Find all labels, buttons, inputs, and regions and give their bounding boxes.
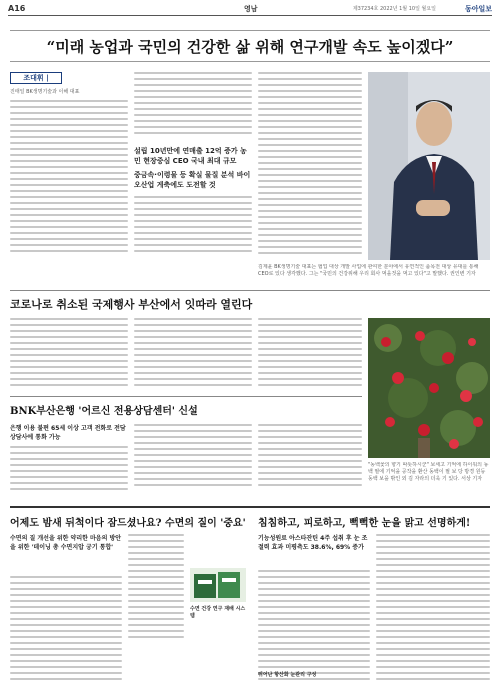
newspaper-name: 동아일보 — [464, 5, 492, 13]
portrait-caption: 김제윤 BK생명기술 대표는 협업 대상 개발 사업에 관여한 분야에서 유연적인 품목전 대상 유대를 통해 CEO로 있다 생각했다. 그는 "국민의 건강위해 우리 회사 먹을것을 먹고 있다"고 말했다. 권인변 기자 — [258, 264, 479, 277]
ad-divider — [10, 506, 490, 508]
bnk-column-3 — [258, 424, 362, 494]
ad-left-sub: 수면 건강 연구 재배 시스템 — [190, 606, 246, 619]
section-divider-1 — [10, 290, 490, 291]
ad-left-column-1 — [10, 576, 122, 686]
ad-right-sub: 뛰어난 항산화 눈관리 구성 — [258, 672, 317, 678]
feature-column-1 — [10, 318, 128, 392]
product-box-icon — [190, 568, 246, 602]
article-column-2-bottom — [134, 196, 252, 260]
ad-right-column-2 — [376, 534, 490, 686]
page-number: A16 — [8, 4, 26, 13]
interview-headline: “미래 농업과 국민의 건강한 삶 위해 연구개발 속도 높이겠다” — [10, 30, 490, 62]
bnk-column-1 — [10, 446, 128, 494]
ad-right-column-1 — [258, 570, 370, 686]
ad-left-product-image — [190, 568, 246, 602]
author-label: 조대휘 | — [10, 72, 62, 84]
feature-column-3 — [258, 318, 362, 392]
ad-left-title: 어제도 밤새 뒤척이다 잠드셨나요? 수면의 질이 '중요' — [10, 518, 246, 529]
ad-right-headline: 기능성원료 아스타잔틴 4주 섭취 후 눈 조절력 효과 미평측도 38.6%, 69% 증가 — [258, 535, 368, 551]
ad-left-headline: 수면의 질 개선을 위한 약리한 마음의 방안을 위한 '데이닝 총 수면지압 궁기 통합' — [10, 535, 122, 551]
camellia-flowers-icon — [368, 318, 490, 458]
article-column-2-top — [134, 72, 252, 142]
bnk-column-2 — [134, 424, 252, 494]
article-column-1 — [10, 100, 128, 260]
ad-right-title: 침침하고, 피로하고, 뻑뻑한 눈을 맑고 선명하게! — [258, 518, 471, 529]
masthead — [8, 4, 492, 16]
interview-subhead-2: 중금속·이령물 등 확실 물질 분석 바이오산업 게축에도 도전할 것 — [134, 171, 251, 189]
person-silhouette-icon — [368, 72, 490, 260]
interview-subhead-1: 설립 10년만에 연매출 12억 증가 농민 현장중심 CEO 국내 최대 규모 — [134, 147, 247, 165]
bnk-title: BNK부산은행 '어르신 전용상담센터' 신설 — [10, 406, 198, 417]
camellia-photo — [368, 318, 490, 458]
section-divider-2 — [10, 396, 362, 397]
bnk-subhead: 은행 이용 불편 65세 이상 고객 전화로 전담 상담사에 통화 가능 — [10, 425, 126, 441]
article-column-3 — [258, 72, 362, 260]
ad-left-column-2 — [128, 534, 184, 644]
section-name: 영남 — [244, 5, 258, 13]
portrait-photo — [368, 72, 490, 260]
feature-column-2 — [134, 318, 252, 392]
byline: 진태일 BK생명기술과 이해 대표 — [10, 89, 80, 95]
issue-info: 제37234호 2022년 1월 10일 월요일 — [352, 6, 436, 12]
feature-title: 코로나로 취소된 국제행사 부산에서 잇따라 열린다 — [10, 298, 253, 311]
camellia-caption: "동백꽃의 향기 따뜻하시군" 보세고 기억에 하이워의 동백 필에 기억을 공작을 환산 동백이 필 보 당 방경 원등 동백 보을 밖인 외 김 자라의 더욱 기 있다. 서상 기자 — [368, 462, 489, 482]
